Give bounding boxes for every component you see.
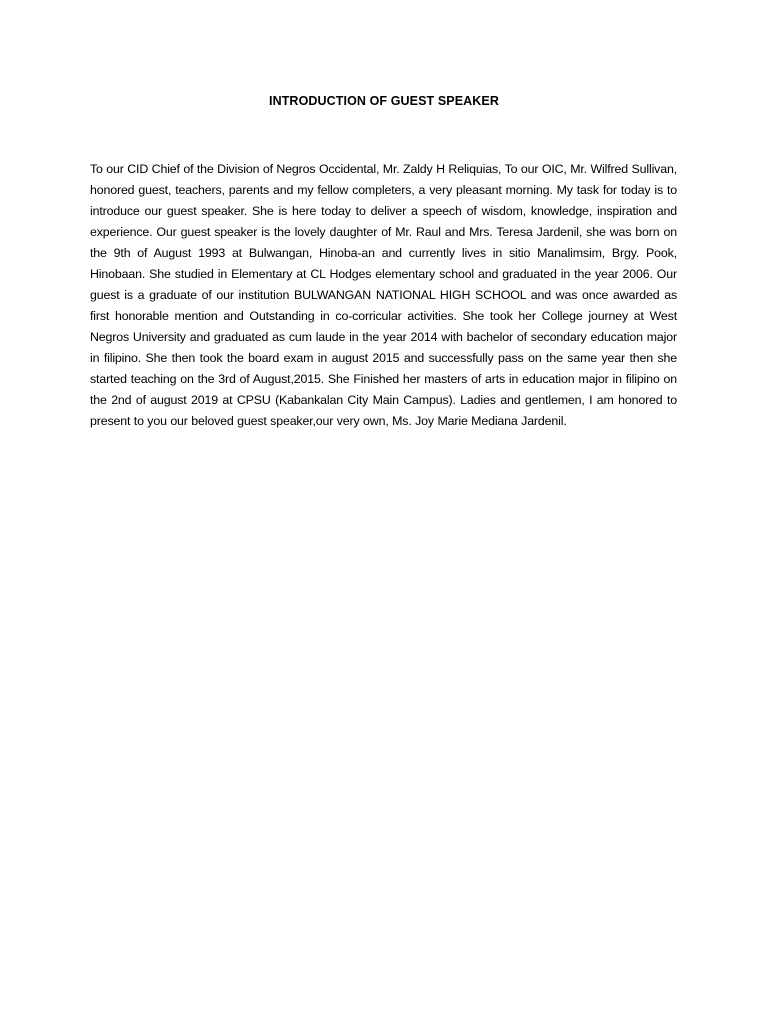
- introduction-paragraph: To our CID Chief of the Division of Negros Occidental, Mr. Zaldy H Reliquias, To our OIC, Mr. Wilfred Sullivan, honored guest, teachers, parents and my fellow completers, a very pleasant morning. My task for today is to introduce our guest speaker. She is here today to deliver a speech of wisdom, knowledge, inspiration and experience. Our guest speaker is the lovely daughter of Mr. Raul and Mrs. Teresa Jardenil, she was born on the 9th of August 1993 at Bulwangan, Hinoba-an and currently lives in sitio Manalimsim, Brgy. Pook, Hinobaan. She studied in Elementary at CL Hodges elementary school and graduated in the year 2006. Our guest is a graduate of our institution BULWANGAN NATIONAL HIGH SCHOOL and was once awarded as first honorable mention and Outstanding in co-corricular activities. She took her College journey at West Negros University and graduated as cum laude in the year 2014 with bachelor of secondary education major in filipino. She then took the board exam in august 2015 and successfully pass on the same year then she started teaching on the 3rd of August,2015. She Finished her masters of arts in education major in filipino on the 2nd of august 2019 at CPSU (Kabankalan City Main Campus). Ladies and gentlemen, I am honored to present to you our beloved guest speaker,our very own, Ms. Joy Marie Mediana Jardenil.: [90, 162, 677, 428]
- document-title: INTRODUCTION OF GUEST SPEAKER: [269, 94, 499, 108]
